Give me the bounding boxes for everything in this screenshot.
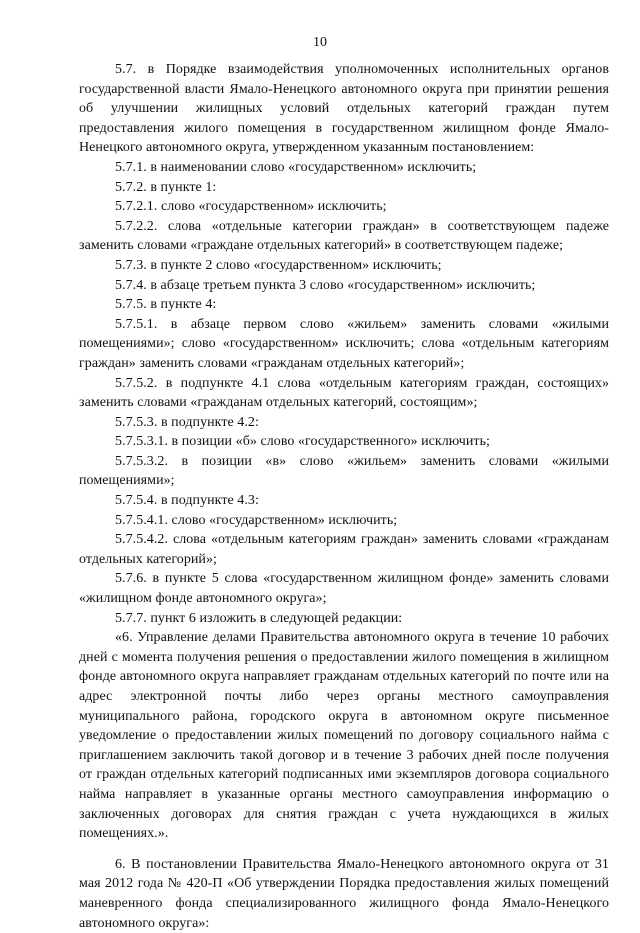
page-number: 10 (313, 35, 327, 50)
paragraph: 5.7.1. в наименовании слово «государственном» исключить; (115, 159, 477, 175)
paragraph: «6. Управление делами Правительства автономного округа в течение 10 рабочих дней с момента получения решения о предоставлении жилого помещения в жилищном фонде автономного округа направляет гражданам отдельных категорий по почте или на адрес электронной почты либо через органы местного самоуправления муниципального района, городского округа в автономном округе письменное уведомление о предоставлении жилых помещений по договору социального найма с приглашением заключить такой договор и в течение 3 рабочих дней после получения от граждан отдельных категорий подписанных ими экземпляров договора социального найма направляет в указанные органы местного самоуправления информацию о заключенных договорах для снятия граждан с учета нуждающихся в жилых помещениях.». (79, 630, 609, 842)
paragraph: 6. В постановлении Правительства Ямало-Ненецкого автономного округа от 31 мая 2012 года № 420-П «Об утверждении Порядка предоставления жилых помещений маневренного фонда специализированного жилищного фонда Ямало-Ненецкого автономного округа»: (79, 856, 609, 931)
paragraph: 5.7. в Порядке взаимодействия уполномоченных исполнительных органов государственной власти Ямало-Ненецкого автономного округа при принятии решения об улучшении жилищных условий отдельных категорий граждан путем предоставления жилого помещения в государственном жилищном фонде Ямало-Ненецкого автономного округа, утвержденном указанным постановлением: (79, 62, 609, 156)
paragraph: 5.7.2.2. слова «отдельные категории граждан» в соответствующем падеже заменить словами «граждане отдельных категорий» в соответствующем падеже; (79, 218, 609, 254)
paragraph: 5.7.5.4.1. слово «государственном» исключить; (115, 512, 398, 528)
paragraph: 5.7.6. в пункте 5 слова «государственном жилищном фонде» заменить словами «жилищном фонде автономного округа»; (79, 571, 609, 607)
paragraph: 5.7.5.3.2. в позиции «в» слово «жильем» заменить словами «жилыми помещениями»; (79, 453, 609, 489)
paragraph: 5.7.4. в абзаце третьем пункта 3 слово «государственном» исключить; (115, 277, 536, 293)
paragraph: 5.7.5.2. в подпункте 4.1 слова «отдельным категориям граждан, состоящих» заменить словами «гражданам отдельных категорий, состоящим»; (79, 375, 609, 411)
paragraph: 5.7.5.1. в абзаце первом слово «жильем» заменить словами «жилыми помещениями»; слово «государственном» исключить; слова «отдельным категориям граждан» заменить словами «гражданам отдельных категорий»; (79, 316, 609, 371)
paragraph: 5.7.2.1. слово «государственном» исключить; (115, 199, 387, 215)
paragraph: 5.7.3. в пункте 2 слово «государственном» исключить; (115, 257, 442, 273)
paragraph: 5.7.7. пункт 6 изложить в следующей редакции: (115, 610, 403, 626)
paragraph: 5.7.2. в пункте 1: (115, 179, 217, 195)
paragraph: 5.7.5.3.1. в позиции «б» слово «государственного» исключить; (115, 434, 490, 450)
paragraph: 5.7.5.3. в подпункте 4.2: (115, 414, 259, 430)
paragraph: 5.7.5.4. в подпункте 4.3: (115, 493, 259, 509)
paragraph: 5.7.5.4.2. слова «отдельным категориям граждан» заменить словами «гражданам отдельных категорий»; (79, 532, 609, 567)
document-body (79, 60, 609, 933)
paragraph: 5.7.5. в пункте 4: (115, 297, 217, 313)
